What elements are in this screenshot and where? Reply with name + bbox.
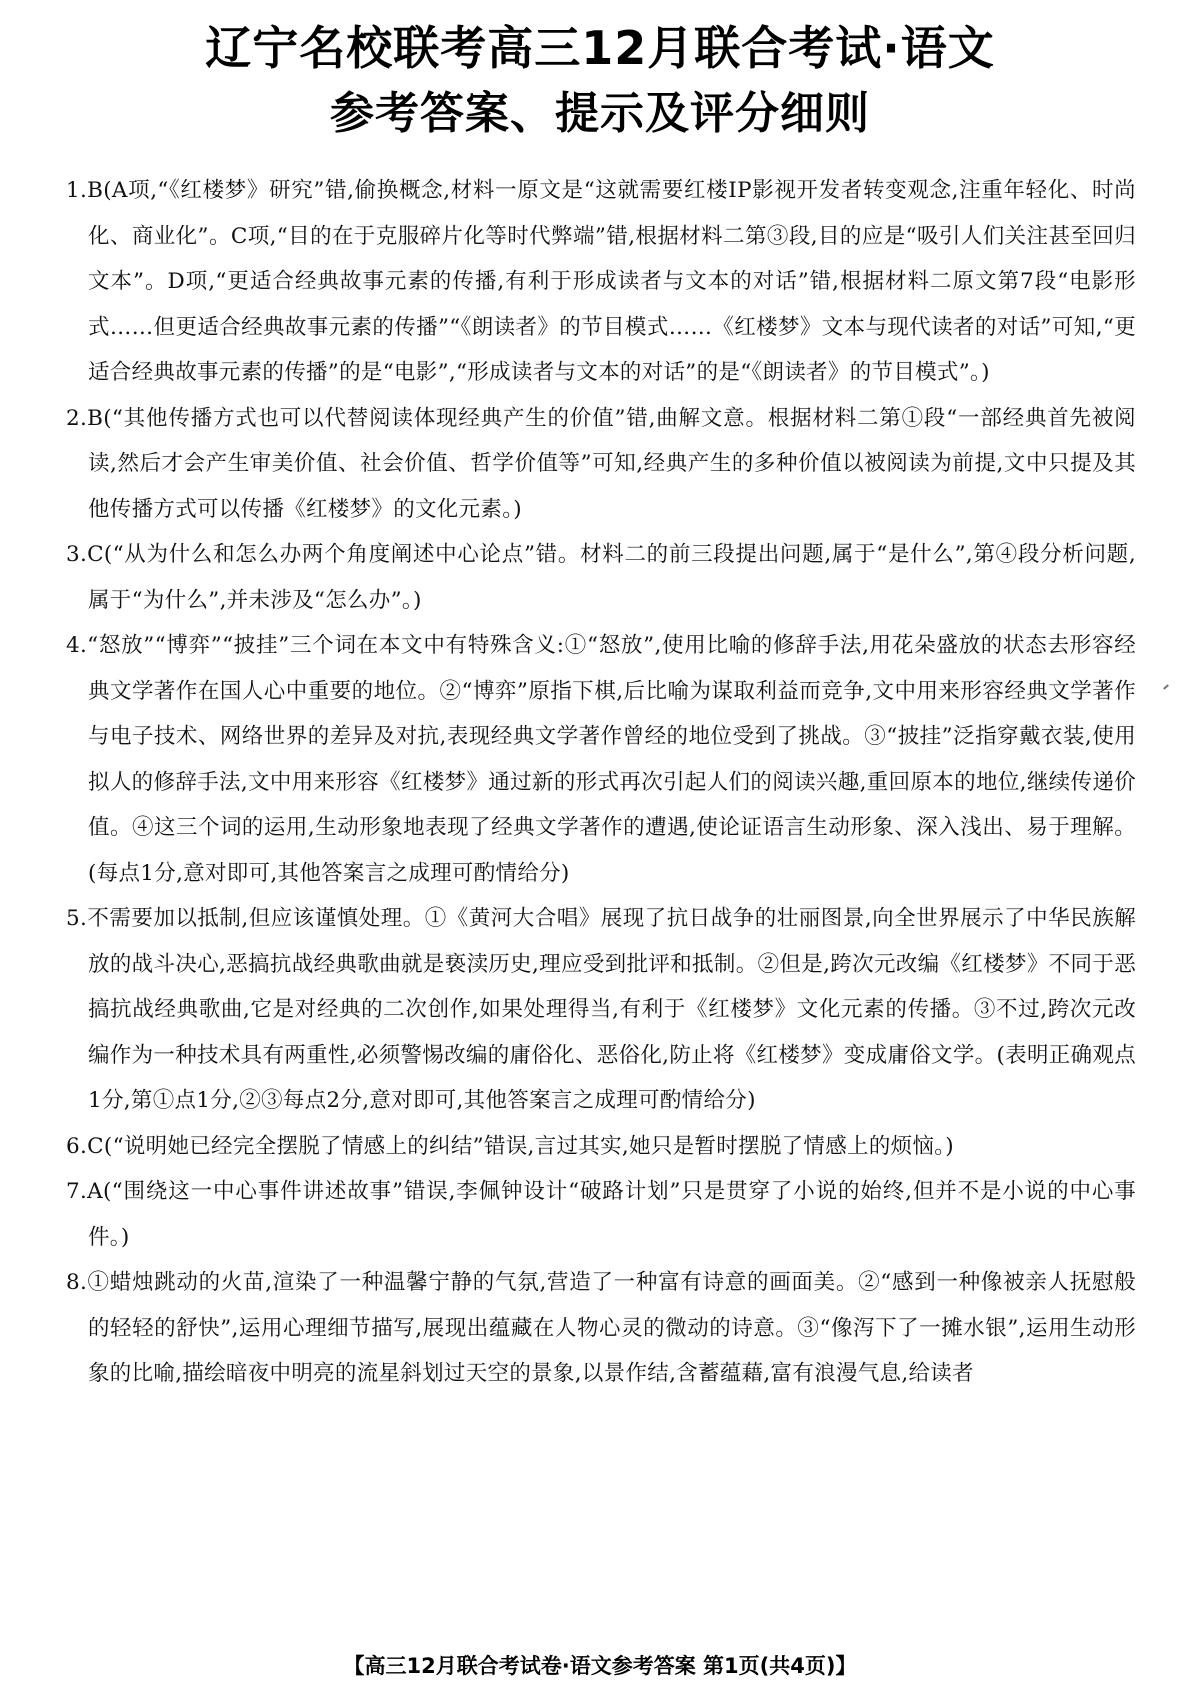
answer-item-5 [66, 896, 1136, 1124]
answer-item-2 [66, 396, 1136, 533]
answer-number: 5. [66, 906, 88, 931]
answer-number: 8. [66, 1270, 88, 1295]
page-subtitle: 参考答案、提示及评分细则 [330, 88, 870, 139]
page-footer: 【高三12月联合考试卷·语文参考答案 第1页(共4页)】 [343, 1654, 857, 1678]
answer-text: 不需要加以抵制,但应该谨慎处理。①《黄河大合唱》展现了抗日战争的壮丽图景,向全世界展示了中华民族解放的战斗决心,恶搞抗战经典歌曲就是亵渎历史,理应受到批评和抵制。②但是,跨次元改编《红楼梦》不同于恶搞抗战经典歌曲,它是对经典的二次创作,如果处理得当,有利于《红楼梦》文化元素的传播。③不过,跨次元改编作为一种技术具有两重性,必须警惕改编的庸俗化、恶俗化,防止将《红楼梦》变成庸俗文学。(表明正确观点1分,第①点1分,②③每点2分,意对即可,其他答案言之成理可酌情给分) [87, 906, 1136, 1113]
answer-number: 4. [66, 633, 88, 658]
answer-list [66, 168, 1136, 1397]
scan-speck [1163, 684, 1169, 689]
answer-item-3 [66, 532, 1136, 623]
answer-text: B(A项,“《红楼梦》研究”错,偷换概念,材料一原文是“这就需要红楼IP影视开发者转变观念,注重年轻化、时尚化、商业化”。C项,“目的在于克服碎片化等时代弊端”错,根据材料二第③段,目的应是“吸引人们关注甚至回归文本”。D项,“更适合经典故事元素的传播,有利于形成读者与文本的对话”错,根据材料二原文第7段“电影形式……但更适合经典故事元素的传播”“《朗读者》的节目模式……《红楼梦》文本与现代读者的对话”可知,“更适合经典故事元素的传播”的是“电影”,“形成读者与文本的对话”的是“《朗读者》的节目模式”。) [87, 178, 1136, 385]
answer-number: 2. [66, 405, 88, 431]
answer-text: ①蜡烛跳动的火苗,渲染了一种温馨宁静的气氛,营造了一种富有诗意的画面美。②“感到一种像被亲人抚慰般的轻轻的舒快”,运用心理细节描写,展现出蕴藏在人物心灵的微动的诗意。③“像泻下了一摊水银”,运用生动形象的比喻,描绘暗夜中明亮的流星斜划过天空的景象,以景作结,含蓄蕴藉,富有浪漫气息,给读者 [87, 1270, 1136, 1386]
page-title: 辽宁名校联考高三12月联合考试·语文 [205, 21, 995, 75]
answer-number: 3. [66, 542, 88, 567]
answer-item-7 [66, 1169, 1136, 1260]
answer-text: C(“说明她已经完全摆脱了情感上的纠结”错误,言过其实,她只是暂时摆脱了情感上的烦恼。) [87, 1133, 954, 1159]
answer-number: 6. [66, 1133, 88, 1159]
answer-text: B(“其他传播方式也可以代替阅读体现经典产生的价值”错,曲解文意。根据材料二第①段“一部经典首先被阅读,然后才会产生审美价值、社会价值、哲学价值等”可知,经典产生的多种价值以被阅读为前提,文中只提及其他传播方式可以传播《红楼梦》的文化元素。) [87, 405, 1136, 522]
answer-item-6 [66, 1124, 1136, 1170]
answer-text: “怒放”“博弈”“披挂”三个词在本文中有特殊含义:①“怒放”,使用比喻的修辞手法,用花朵盛放的状态去形容经典文学著作在国人心中重要的地位。②“博弈”原指下棋,后比喻为谋取利益而竞争,文中用来形容经典文学著作与电子技术、网络世界的差异及对抗,表现经典文学著作曾经的地位受到了挑战。③“披挂”泛指穿戴衣装,使用拟人的修辞手法,文中用来形容《红楼梦》通过新的形式再次引起人们的阅读兴趣,重回原本的地位,继续传递价值。④这三个词的运用,生动形象地表现了经典文学著作的遭遇,使论证语言生动形象、深入浅出、易于理解。(每点1分,意对即可,其他答案言之成理可酌情给分) [87, 633, 1136, 886]
answer-item-8 [66, 1260, 1136, 1397]
answer-number: 7. [66, 1179, 88, 1204]
answer-item-4 [66, 623, 1136, 896]
answer-number: 1. [66, 178, 88, 203]
answer-item-1 [66, 168, 1136, 396]
answer-text: C(“从为什么和怎么办两个角度阐述中心论点”错。材料二的前三段提出问题,属于“是什么”,第④段分析问题,属于“为什么”,并未涉及“怎么办”。) [87, 542, 1136, 613]
answer-text: A(“围绕这一中心事件讲述故事”错误,李佩钟设计“破路计划”只是贯穿了小说的始终,但并不是小说的中心事件。) [87, 1179, 1136, 1250]
